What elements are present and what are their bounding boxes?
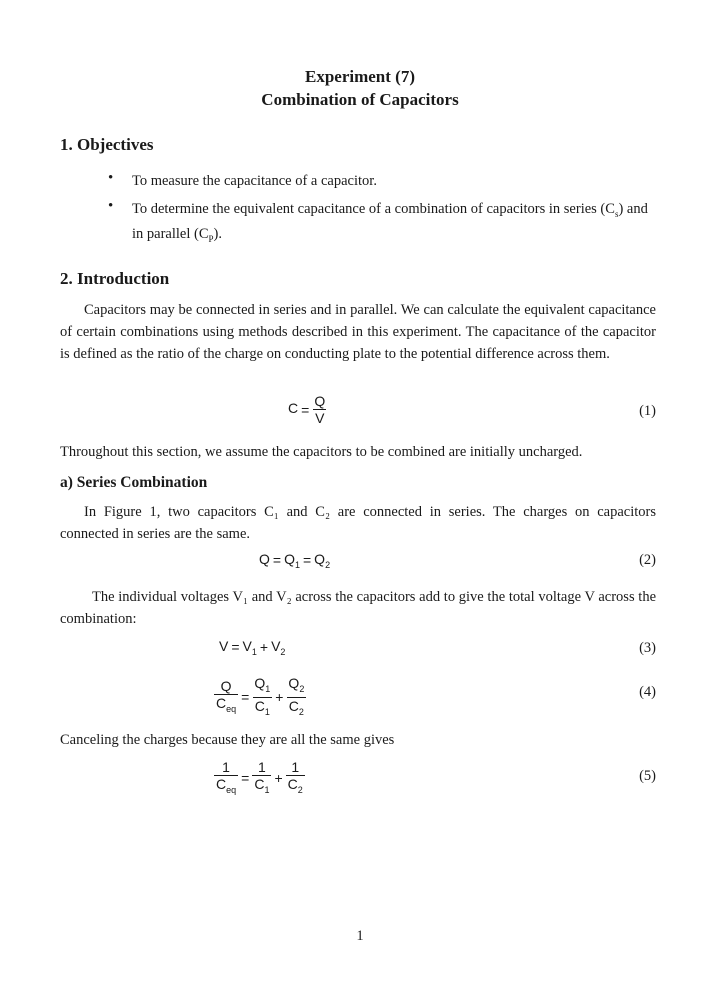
eq5-den-2 bbox=[252, 775, 271, 797]
eq4-den-3-c: C bbox=[288, 697, 299, 714]
introduction-heading: 2. Introduction bbox=[60, 269, 170, 288]
eq3-equals: = bbox=[231, 639, 240, 656]
eq4-den-1-sub: eq bbox=[226, 703, 237, 714]
eq5-den-1-c: C bbox=[216, 776, 227, 792]
eq5-den-3-sub: 2 bbox=[297, 784, 303, 795]
eq5-den-2-c: C bbox=[254, 776, 265, 792]
eq5-den-2-sub: 1 bbox=[264, 784, 270, 795]
eq4-den-3 bbox=[287, 697, 306, 719]
equation-2 bbox=[259, 551, 330, 570]
eq2-q1: Q bbox=[284, 551, 295, 567]
objectives-heading: 1. Objectives bbox=[60, 135, 154, 154]
objective-2-text-a: To determine the equivalent capacitance of a combination of capacitors in series (C bbox=[132, 201, 615, 217]
eq1-denominator: V bbox=[315, 410, 325, 426]
eq5-fraction-lhs bbox=[214, 760, 238, 797]
equation-1 bbox=[288, 394, 327, 425]
objective-2-sub-p: P bbox=[208, 233, 214, 244]
eq4-den-3-sub: 2 bbox=[298, 706, 304, 717]
title-line-1: Experiment (7) bbox=[304, 67, 415, 86]
eq2-equals-2: = bbox=[302, 552, 312, 569]
eq4-num-3-sub: 2 bbox=[299, 683, 305, 694]
eq4-plus: + bbox=[275, 689, 284, 706]
eq4-num-3-q: Q bbox=[288, 675, 300, 691]
equation-2-number: (2) bbox=[639, 552, 656, 568]
eq4-den-2-c: C bbox=[254, 697, 265, 714]
series-paragraph-1: In Figure 1, two capacitors C₁ and C₂ are connected in series. The charges on capacitors connected in series are the same. bbox=[60, 504, 656, 542]
eq5-num-3: 1 bbox=[291, 759, 300, 775]
eq5-den-1-sub: eq bbox=[226, 784, 237, 795]
objective-2 bbox=[132, 199, 652, 249]
eq4-den-1-c: C bbox=[216, 694, 227, 711]
equation-4 bbox=[214, 676, 306, 719]
eq5-num-2: 1 bbox=[258, 759, 266, 775]
objective-1: To measure the capacitance of a capacitor. bbox=[132, 173, 377, 189]
eq4-num-2-q: Q bbox=[254, 675, 266, 691]
assumption-text: Throughout this section, we assume the capacitors to be combined are initially uncharged. bbox=[60, 444, 583, 460]
eq1-equals: = bbox=[301, 401, 310, 418]
equation-1-number: (1) bbox=[639, 403, 656, 419]
equation-4-number: (4) bbox=[639, 684, 656, 700]
eq4-den-2-sub: 1 bbox=[264, 706, 270, 717]
eq4-fraction-lhs bbox=[214, 679, 238, 716]
eq2-q2: Q bbox=[314, 551, 326, 567]
eq4-fraction-2 bbox=[286, 676, 306, 719]
eq5-fraction-2 bbox=[286, 760, 305, 797]
canceling-text: Canceling the charges because they are all the same gives bbox=[60, 732, 395, 748]
eq4-num-1: Q bbox=[220, 677, 232, 694]
eq4-num-3 bbox=[286, 676, 306, 697]
eq3-plus: + bbox=[259, 639, 269, 656]
eq5-den-3 bbox=[286, 775, 305, 797]
eq4-num-2 bbox=[252, 676, 272, 697]
objective-2-text-b: ) and in parallel (C bbox=[132, 201, 648, 242]
objective-2-sub-s: s bbox=[614, 208, 619, 219]
eq3-v: V bbox=[219, 638, 229, 654]
page-number: 1 bbox=[356, 928, 364, 944]
eq5-plus: + bbox=[274, 770, 283, 787]
eq1-fraction bbox=[312, 394, 327, 425]
eq4-equals: = bbox=[241, 689, 250, 706]
equation-5-number: (5) bbox=[639, 768, 656, 784]
equation-5 bbox=[214, 760, 305, 797]
eq1-numerator: Q bbox=[314, 393, 326, 409]
eq5-num-1: 1 bbox=[222, 759, 230, 775]
bullet-icon: • bbox=[108, 198, 114, 214]
equation-3 bbox=[219, 638, 285, 657]
eq2-q1-sub: 1 bbox=[294, 559, 300, 570]
title-line-2: Combination of Capacitors bbox=[261, 90, 459, 109]
eq3-v2: V bbox=[271, 638, 281, 654]
eq5-den-1 bbox=[214, 775, 238, 797]
eq1-lhs: C bbox=[288, 400, 299, 417]
eq4-den-2 bbox=[253, 697, 272, 719]
eq2-q2-sub: 2 bbox=[325, 559, 331, 570]
eq3-v1-sub: 1 bbox=[251, 646, 257, 657]
bullet-icon: • bbox=[108, 170, 114, 186]
objective-2-text-c: ). bbox=[213, 225, 222, 242]
series-paragraph-2: The individual voltages V₁ and V₂ across the capacitors add to give the total voltage V across the combination: bbox=[60, 589, 656, 627]
eq5-den-3-c: C bbox=[287, 776, 298, 792]
eq4-num-2-sub: 1 bbox=[265, 683, 271, 694]
eq5-equals: = bbox=[241, 770, 250, 787]
eq4-fraction-1 bbox=[252, 676, 272, 719]
eq4-den-1 bbox=[214, 694, 238, 716]
eq2-q: Q bbox=[259, 551, 270, 567]
equation-3-number: (3) bbox=[639, 640, 656, 656]
eq3-v1: V bbox=[242, 638, 252, 654]
eq2-equals-1: = bbox=[272, 552, 282, 569]
eq5-fraction-1 bbox=[252, 760, 271, 797]
series-heading: a) Series Combination bbox=[60, 474, 208, 491]
eq3-v2-sub: 2 bbox=[280, 646, 286, 657]
introduction-paragraph: Capacitors may be connected in series and in parallel. We can calculate the equivalent capacitance of certain combinations using methods described in this experiment. The capacitance of the capacitor is defined as the ratio of the charge on conducting plate to the potential difference across them. bbox=[60, 302, 656, 362]
